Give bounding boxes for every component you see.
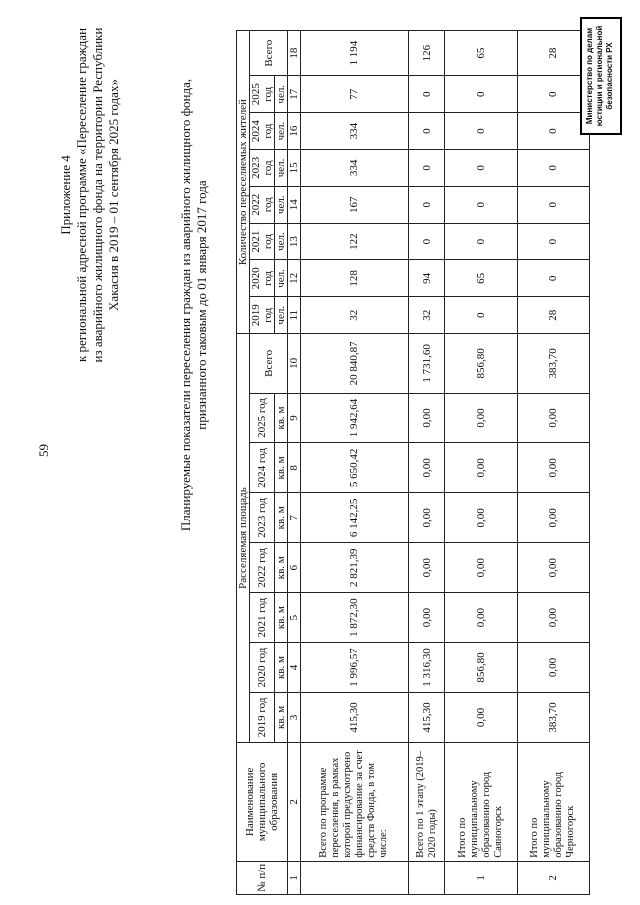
column-number: 1 [288, 861, 301, 894]
area-year-header: 2019 год [250, 693, 275, 743]
people-value: 0 [517, 76, 589, 113]
table-row [445, 31, 517, 895]
area-unit-header: кв. м [275, 543, 288, 593]
area-unit-header: кв. м [275, 493, 288, 543]
people-value: 0 [517, 186, 589, 223]
ministry-stamp [580, 17, 622, 135]
header-name: Наименование муниципального образования [237, 742, 288, 861]
area-value: 856,80 [445, 334, 517, 393]
column-number: 9 [288, 393, 301, 443]
people-value: 0 [445, 186, 517, 223]
people-value: 0 [445, 297, 517, 334]
title-line-2: признанного таковым до 01 января 2017 года [194, 180, 209, 430]
area-value: 856,80 [445, 643, 517, 693]
municipality-name: Всего по 1 этапу (2019–2020 годы) [408, 742, 445, 861]
area-value: 0,00 [445, 543, 517, 593]
document-title [178, 5, 210, 605]
appendix-line-3: из аварийного жилищного фонда на территории Республики [90, 27, 105, 363]
area-unit-header: кв. м [275, 693, 288, 743]
people-value: 32 [301, 297, 409, 334]
column-number: 6 [288, 543, 301, 593]
area-value: 0,00 [517, 643, 589, 693]
area-value: 0,00 [517, 393, 589, 443]
people-total-header: Всего [250, 31, 288, 76]
column-number: 5 [288, 593, 301, 643]
table-row [517, 31, 589, 895]
people-year-header: 2023 год [250, 150, 275, 187]
appendix-line-1: Приложение 4 [58, 155, 73, 235]
people-value: 0 [408, 150, 445, 187]
people-unit-header: чел. [275, 76, 288, 113]
people-unit-header: чел. [275, 186, 288, 223]
stamp-line-3: безопасности РХ [605, 42, 614, 110]
area-year-header: 2024 год [250, 443, 275, 493]
municipality-name: Итого по муниципальному образованию город Черногорск [517, 742, 589, 861]
people-unit-header: чел. [275, 223, 288, 260]
table-row [301, 31, 409, 895]
column-number: 14 [288, 186, 301, 223]
people-year-header: 2024 год [250, 113, 275, 150]
table-body [301, 31, 590, 895]
people-year-header: 2022 год [250, 186, 275, 223]
area-unit-header: кв. м [275, 393, 288, 443]
people-value: 0 [517, 150, 589, 187]
title-line-1: Планируемые показатели переселения граждан из аварийного жилищного фонда, [178, 78, 193, 532]
header-no: № п/п [237, 861, 288, 894]
table-row [408, 31, 445, 895]
header-row-column-numbers [288, 31, 301, 895]
people-unit-header: чел. [275, 297, 288, 334]
column-number: 13 [288, 223, 301, 260]
area-value: 0,00 [517, 593, 589, 643]
column-number: 3 [288, 693, 301, 743]
area-value: 415,30 [301, 693, 409, 743]
people-value: 77 [301, 76, 409, 113]
area-value: 0,00 [445, 493, 517, 543]
area-value: 383,70 [517, 693, 589, 743]
people-value: 65 [445, 31, 517, 76]
header-area-group: Расселяемая площадь [237, 334, 250, 743]
area-value: 0,00 [445, 593, 517, 643]
people-value: 0 [408, 223, 445, 260]
page-number: 59 [36, 444, 51, 457]
area-value: 0,00 [517, 493, 589, 543]
people-value: 0 [445, 113, 517, 150]
column-number: 16 [288, 113, 301, 150]
people-unit-header: чел. [275, 260, 288, 297]
people-year-header: 2025 год [250, 76, 275, 113]
area-value: 1 731,60 [408, 334, 445, 393]
column-number: 17 [288, 76, 301, 113]
column-number: 18 [288, 31, 301, 76]
column-number: 7 [288, 493, 301, 543]
area-value: 0,00 [408, 543, 445, 593]
municipality-name: Итого по муниципальному образованию город Саяногорск [445, 742, 517, 861]
area-value: 0,00 [408, 593, 445, 643]
people-value: 0 [408, 76, 445, 113]
data-table-container [236, 30, 590, 895]
column-number: 11 [288, 297, 301, 334]
area-value: 0,00 [517, 443, 589, 493]
column-number: 8 [288, 443, 301, 493]
appendix-line-2: к региональной адресной программе «Переселение граждан [74, 27, 89, 363]
area-year-header: 2025 год [250, 393, 275, 443]
people-unit-header: чел. [275, 150, 288, 187]
area-value: 2 821,39 [301, 543, 409, 593]
area-value: 1 872,30 [301, 593, 409, 643]
area-value: 1 996,57 [301, 643, 409, 693]
area-value: 0,00 [445, 693, 517, 743]
row-number [408, 861, 445, 894]
area-value: 0,00 [408, 493, 445, 543]
area-year-header: 2023 год [250, 493, 275, 543]
area-value: 0,00 [445, 443, 517, 493]
people-value: 28 [517, 31, 589, 76]
column-number: 4 [288, 643, 301, 693]
column-number: 10 [288, 334, 301, 393]
people-value: 0 [517, 113, 589, 150]
row-number: 2 [517, 861, 589, 894]
area-value: 0,00 [408, 393, 445, 443]
area-value: 415,30 [408, 693, 445, 743]
people-value: 0 [445, 76, 517, 113]
area-unit-header: кв. м [275, 643, 288, 693]
area-value: 383,70 [517, 334, 589, 393]
row-number [301, 861, 409, 894]
appendix-header [58, 5, 122, 385]
people-value: 32 [408, 297, 445, 334]
area-value: 1 942,64 [301, 393, 409, 443]
row-number: 1 [445, 861, 517, 894]
people-value: 126 [408, 31, 445, 76]
area-unit-header: кв. м [275, 593, 288, 643]
people-year-header: 2020 год [250, 260, 275, 297]
people-value: 122 [301, 223, 409, 260]
people-value: 167 [301, 186, 409, 223]
area-total-header: Всего [250, 334, 288, 393]
area-year-header: 2022 год [250, 543, 275, 593]
stamp-line-2: юстиции и региональной [595, 25, 604, 127]
area-value: 0,00 [408, 443, 445, 493]
area-value: 20 840,87 [301, 334, 409, 393]
people-value: 334 [301, 113, 409, 150]
column-number: 2 [288, 742, 301, 861]
stamp-line-1: Министерство по делам [585, 27, 594, 125]
people-value: 94 [408, 260, 445, 297]
people-year-header: 2019 год [250, 297, 275, 334]
people-value: 128 [301, 260, 409, 297]
column-number: 12 [288, 260, 301, 297]
area-value: 0,00 [517, 543, 589, 593]
people-year-header: 2021 год [250, 223, 275, 260]
area-unit-header: кв. м [275, 443, 288, 493]
area-value: 1 316,30 [408, 643, 445, 693]
appendix-line-4: Хакасия в 2019 – 01 сентября 2025 годах» [106, 79, 121, 311]
area-value: 6 142,25 [301, 493, 409, 543]
column-number: 15 [288, 150, 301, 187]
people-value: 65 [445, 260, 517, 297]
people-value: 0 [445, 223, 517, 260]
header-row-groups [237, 31, 250, 895]
people-value: 0 [408, 186, 445, 223]
area-value: 0,00 [445, 393, 517, 443]
people-value: 334 [301, 150, 409, 187]
municipality-name: Всего по программе переселения, в рамках которой предусмотрено финансирование за счет средств Фонда, в том числе: [301, 742, 409, 861]
people-value: 1 194 [301, 31, 409, 76]
people-unit-header: чел. [275, 113, 288, 150]
area-value: 5 650,42 [301, 443, 409, 493]
people-value: 0 [445, 150, 517, 187]
header-people-group: Количество переселяемых жителей [237, 31, 250, 334]
people-value: 0 [517, 260, 589, 297]
area-year-header: 2021 год [250, 593, 275, 643]
people-value: 0 [408, 113, 445, 150]
data-table [236, 30, 590, 895]
people-value: 0 [517, 223, 589, 260]
people-value: 28 [517, 297, 589, 334]
area-year-header: 2020 год [250, 643, 275, 693]
